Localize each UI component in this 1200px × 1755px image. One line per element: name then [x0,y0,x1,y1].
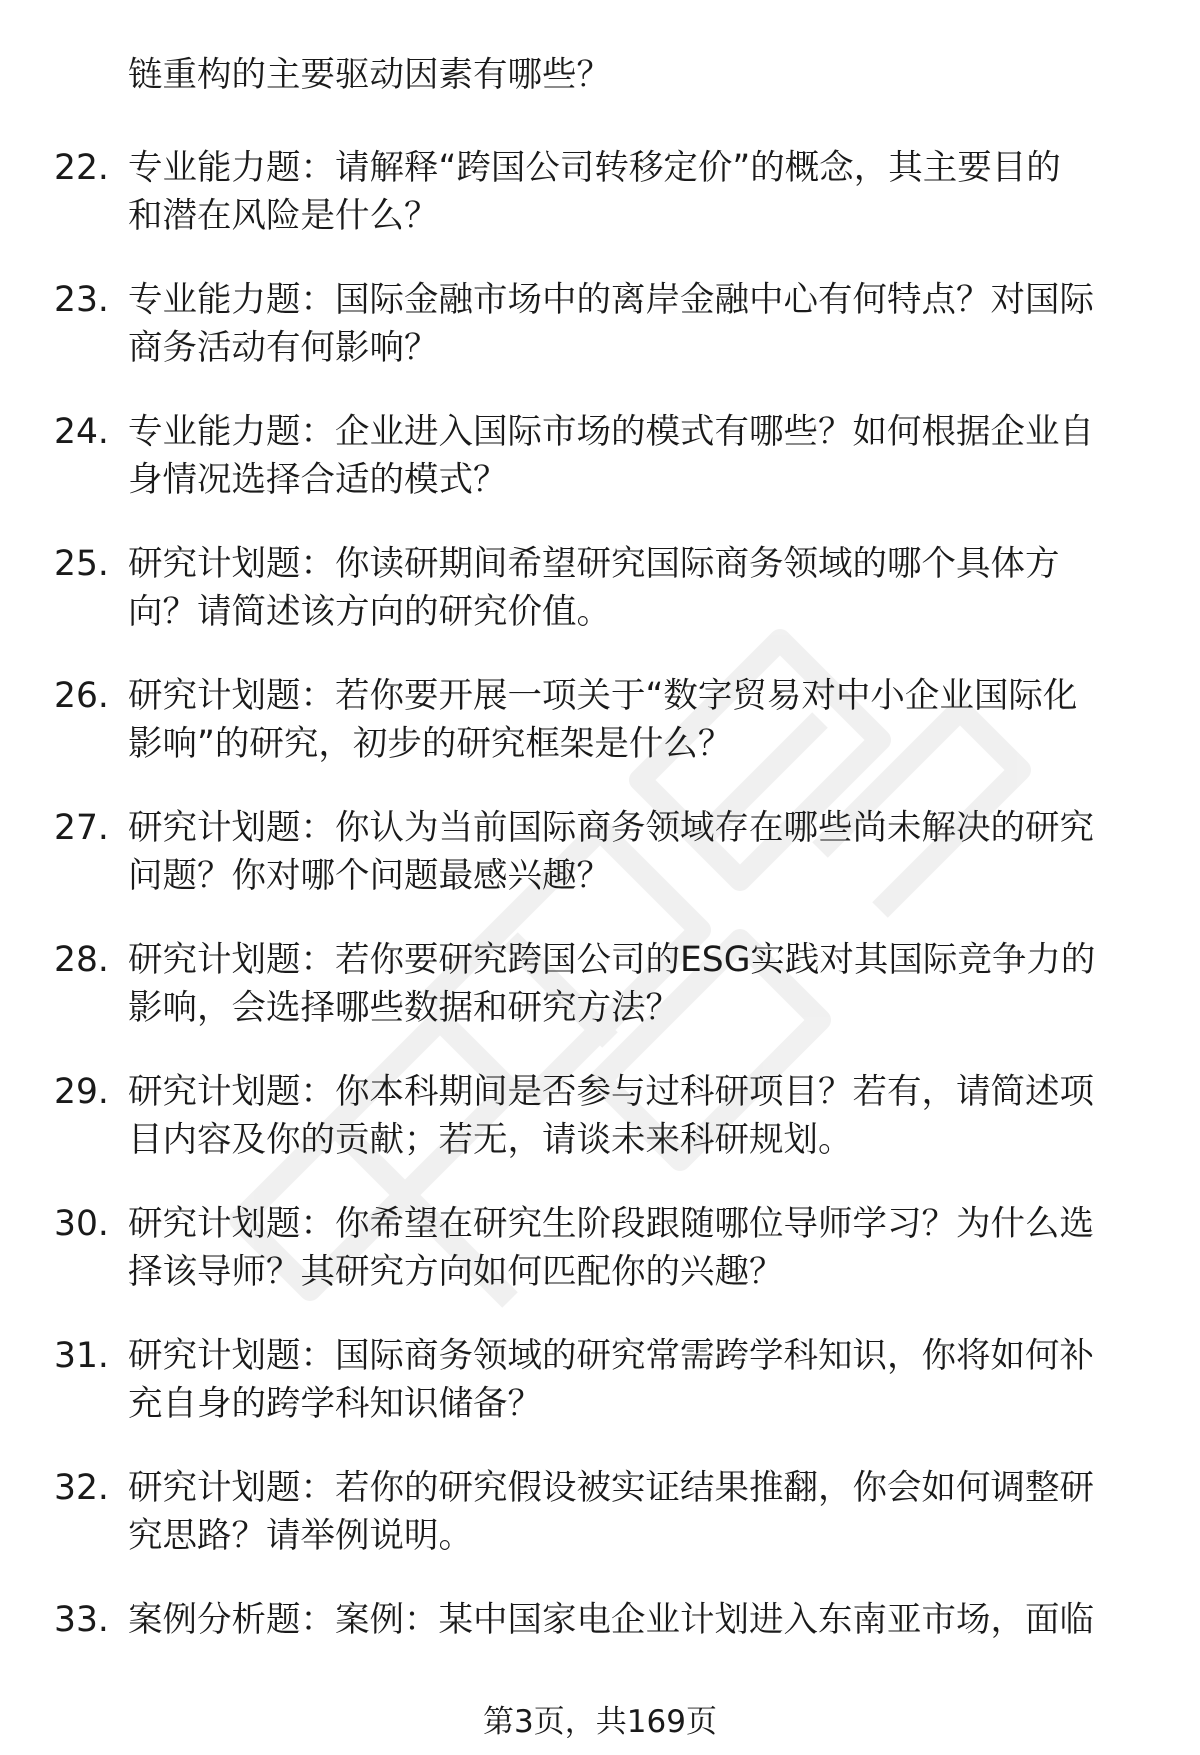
item-text-line1: 研究计划题：你读研期间希望研究国际商务领域的哪个具体方 [128,544,1060,584]
page-footer: 第3页，共169页 [483,1704,717,1740]
item-text-line1: 研究计划题：若你要研究跨国公司的ESG实践对其国际竞争力的 [128,940,1096,980]
item-text-line1: 研究计划题：若你要开展一项关于“数字贸易对中小企业国际化 [128,676,1078,716]
item-number: 28. [54,940,109,980]
item-number: 30. [54,1204,109,1244]
item-text-line2: 影响，会选择哪些数据和研究方法？ [128,988,680,1028]
item-text-line2: 向？请简述该方向的研究价值。 [128,592,611,632]
item-number: 32. [54,1468,109,1508]
item-number: 27. [54,808,109,848]
item-text-line1: 研究计划题：你认为当前国际商务领域存在哪些尚未解决的研究 [128,808,1094,848]
item-text-line2: 和潜在风险是什么？ [128,196,439,236]
item-text-line1: 案例分析题：案例：某中国家电企业计划进入东南亚市场，面临 [128,1600,1094,1640]
item-text-line2: 目内容及你的贡献；若无，请谈未来科研规划。 [128,1120,853,1160]
item-number: 24. [54,412,109,452]
item-text-line2: 究思路？请举例说明。 [128,1516,473,1556]
continuation-line: 链重构的主要驱动因素有哪些？ [128,55,611,95]
item-number: 33. [54,1600,109,1640]
item-text-line1: 专业能力题：国际金融市场中的离岸金融中心有何特点？对国际 [128,280,1094,320]
item-text-line1: 研究计划题：国际商务领域的研究常需跨学科知识，你将如何补 [128,1336,1094,1376]
item-text-line2: 问题？你对哪个问题最感兴趣？ [128,856,611,896]
item-text-line2: 影响”的研究，初步的研究框架是什么？ [128,724,733,764]
item-text-line2: 商务活动有何影响？ [128,328,439,368]
item-text-line2: 充自身的跨学科知识储备？ [128,1384,542,1424]
item-text-line1: 研究计划题：你本科期间是否参与过科研项目？若有，请简述项 [128,1072,1094,1112]
item-text-line2: 择该导师？其研究方向如何匹配你的兴趣？ [128,1252,784,1292]
item-text-line1: 研究计划题：你希望在研究生阶段跟随哪位导师学习？为什么选 [128,1204,1094,1244]
item-number: 29. [54,1072,109,1112]
item-text-line1: 专业能力题：请解释“跨国公司转移定价”的概念，其主要目的 [128,148,1061,188]
item-number: 31. [54,1336,109,1376]
item-text-line2: 身情况选择合适的模式？ [128,460,508,500]
item-number: 23. [54,280,109,320]
item-number: 25. [54,544,109,584]
item-number: 22. [54,148,109,188]
item-text-line1: 专业能力题：企业进入国际市场的模式有哪些？如何根据企业自 [128,412,1094,452]
item-number: 26. [54,676,109,716]
item-text-line1: 研究计划题：若你的研究假设被实证结果推翻，你会如何调整研 [128,1468,1094,1508]
